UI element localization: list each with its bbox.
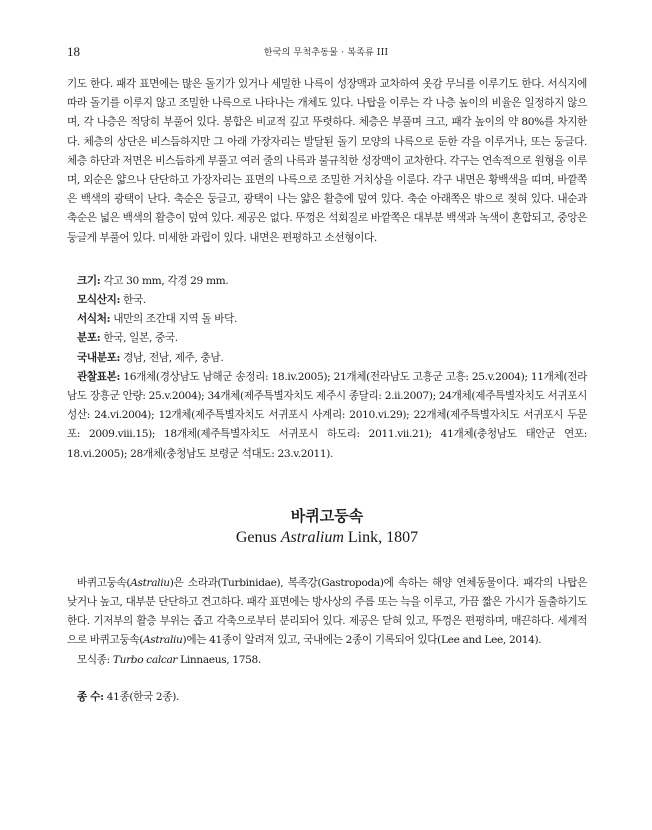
genus-italic-name: Astraliu: [143, 634, 183, 647]
species-count-label: 종 수: [77, 690, 101, 703]
page-body: [67, 75, 587, 707]
species-count-line: 종 수: 41종(한국 2종).: [77, 690, 180, 703]
species-fields: [67, 272, 587, 464]
genus-scientific-title: [67, 527, 587, 549]
type-locality-field: 모식산지: 한국.: [77, 294, 146, 307]
specimens-label: 관찰표본: [77, 370, 117, 383]
specimens-field: 관찰표본: 16개체(경상남도 남해군 송정리: 18.iv.2005); 21개체(전라남도 고흥군 고흥: 25.v.2004); 11개체(전라남도 장흥군 안량: 25.v.2004); 34개체(제주특별자치도 제주시 종달리: 2.ii.2007); 24개체(제주특별자치도 서귀포시 성산: 24.vi.2004); 12개체(제주특별자치도 서귀포시 사계리: 2010.vi.29); 22개체(제주특별자치도 서귀포시 두문포: 2009.viii.15); 18개체(제주특별자치도 서귀포시 하도리: 2011.vii.21); 41개체(충청남도 태안군 연포: 18.vi.2005); 28개체(충청남도 보령군 석대도: 23.v.2011).: [67, 370, 587, 460]
genus-author: Link, 1807: [347, 528, 419, 546]
genus-korean-title: 바퀴고둥속: [290, 506, 364, 525]
description-paragraph: 기도 한다. 패각 표면에는 많은 돌기가 있거나 세밀한 나륵이 성장맥과 교차하여 옷감 무늬를 이루기도 한다. 서식지에 따라 돌기를 이루지 않고 조밀한 나륵으로 나타나는 개체도 있다. 나탑을 이루는 각 나층 높이의 비율은 일정하지 않으며, 각 나층은 적당히 부풀어 있다. 봉합은 비교적 깊고 뚜렷하다. 체층은 부풀며 크고, 패각 높이의 약 80%를 차지한다. 체층의 상단은 비스듬하지만 그 아래 가장자리는 발달된 돌기 모양의 나륵으로 둔한 각을 이루거나, 또는 둥글다. 체층 하단과 저면은 비스듬하게 부풀고 여러 줄의 나륵과 불규칙한 성장맥이 교차한다. 각구는 연속적으로 원형을 이루며, 외순은 얇으나 단단하고 가장자리는 표면의 나륵으로 조밀한 거치상을 이룬다. 각구 내면은 황백색을 띠며, 바깥쪽은 백색의 광택이 난다. 축순은 둥글고, 광택이 나는 얇은 활층에 덮여 있다. 축순 아래쪽은 밖으로 젖혀 있다. 내순과 축순은 넓은 백색의 활층이 덮여 있다. 제공은 없다. 뚜껑은 석회질로 바깥쪽은 대부분 백색과 녹색이 혼합되고, 중앙은 둥글게 부풀어 있다. 미세한 과립이 있다. 내면은 편평하고 소선형이다.: [67, 78, 587, 244]
size-field: 크기: 각고 30 mm, 각경 29 mm.: [77, 274, 229, 287]
genus-latin-name: Astralium: [280, 528, 344, 546]
distribution-label: 분포: [77, 332, 97, 345]
page-header: [67, 44, 585, 60]
domestic-distribution-value: 경남, 전남, 제주, 충남.: [123, 351, 224, 364]
distribution-field: 분포: 한국, 일본, 중국.: [77, 332, 178, 345]
genus-italic-name: Astraliu: [130, 576, 170, 589]
type-locality-value: 한국.: [123, 294, 146, 307]
species-count-value: 41종(한국 2종).: [106, 690, 180, 703]
type-locality-label: 모식산지: [77, 294, 117, 307]
domestic-distribution-field: 국내분포: 경남, 전남, 제주, 충남.: [77, 351, 224, 364]
size-value: 각고 30 mm, 각경 29 mm.: [103, 274, 229, 287]
genus-word: Genus: [235, 528, 277, 546]
habitat-value: 내만의 조간대 지역 돌 바닥.: [113, 313, 238, 326]
type-species-name: Turbo calcar: [112, 653, 178, 666]
running-head: 한국의 무척추동물 · 복족류 III: [263, 48, 389, 58]
size-label: 크기: [77, 274, 97, 287]
distribution-value: 한국, 일본, 중국.: [103, 332, 178, 345]
habitat-field: 서식처: 내만의 조간대 지역 돌 바닥.: [77, 313, 238, 326]
page-number: 18: [67, 44, 80, 59]
specimens-value: 16개체(경상남도 남해군 송정리: 18.iv.2005); 21개체(전라남도 고흥군 고흥: 25.v.2004); 11개체(전라남도 장흥군 안량: 25.v.2004); 34개체(제주특별자치도 제주시 종달리: 2.ii.2007); 24개체(제주특별자치도 서귀포시 성산: 24.vi.2004); 12개체(제주특별자치도 서귀포시 사계리: 2010.vi.29); 22개체(제주특별자치도 서귀포시 두문포: 2009.viii.15); 18개체(제주특별자치도 서귀포시 하도리: 2011.vii.21); 41개체(충청남도 태안군 연포: 18.vi.2005); 28개체(충청남도 보령군 석대도: 23.v.2011).: [67, 370, 587, 460]
habitat-label: 서식처: [77, 313, 107, 326]
type-species-line: [67, 651, 587, 670]
genus-intro-paragraph: 바퀴고둥속(Astraliu)은 소라과(Turbinidae), 복족강(Gastropoda)에 속하는 해양 연체동물이다. 패각의 나탑은 낮거나 높고, 대부분 단단하고 견고하다. 패각 표면에는 방사상의 주름 또는 늑을 이루고, 가끔 짧은 가시가 돌출하기도 한다. 기저부의 활층 부위는 좁고 각축으로부터 분리되어 있다. 제공은 닫혀 있고, 뚜껑은 편평하며, 매끈하다. 세계적으로 바퀴고둥속(Astraliu)에는 41종이 알려져 있고, 국내에는 2종이 기록되어 있다(Lee and Lee, 2014).: [67, 576, 587, 647]
type-species-label: 모식종:: [77, 653, 110, 666]
type-species-author: Linnaeus, 1758.: [180, 653, 261, 666]
domestic-distribution-label: 국내분포: [77, 351, 117, 364]
